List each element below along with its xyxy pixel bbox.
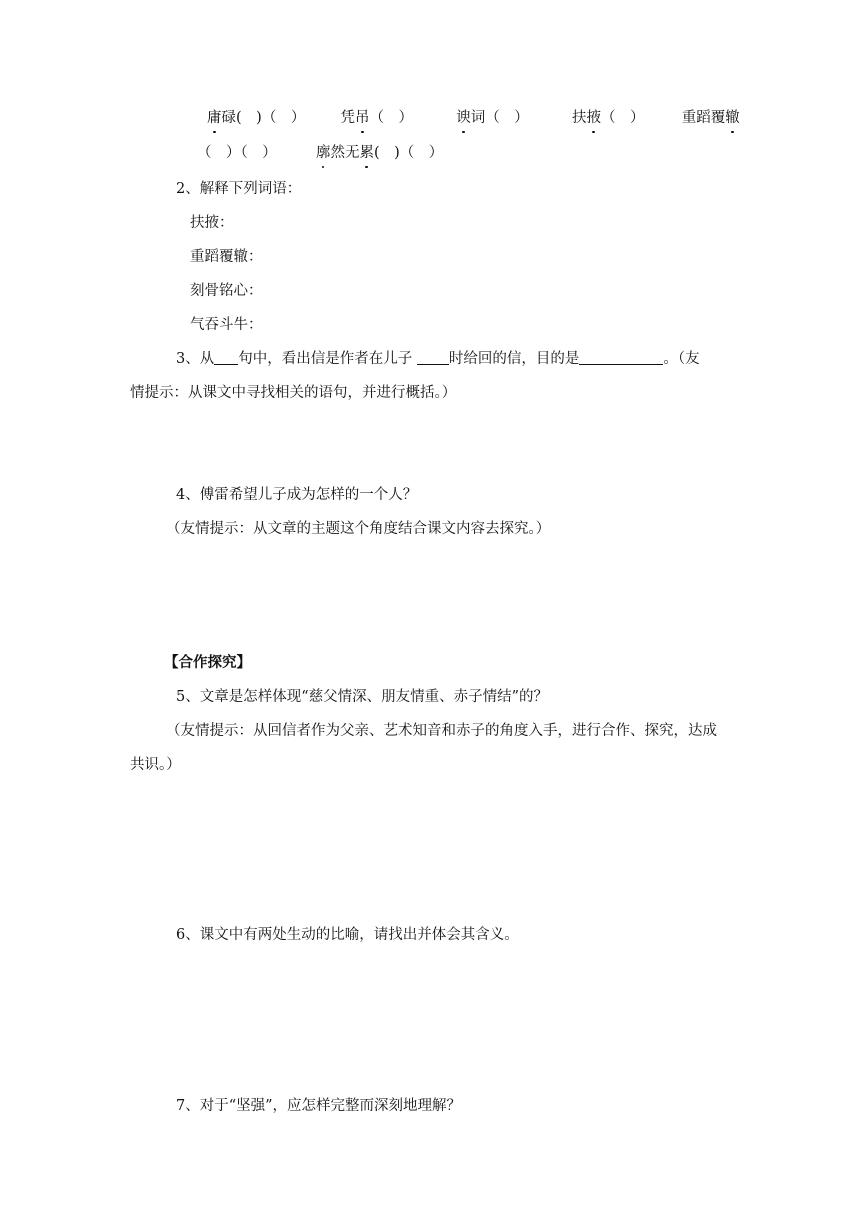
q2-item-kegumingxin: 刻骨铭心： <box>190 283 263 299</box>
q1-row2 <box>197 143 443 163</box>
q2-title: 2、解释下列词语： <box>176 181 302 197</box>
blank-yuci: （ ） <box>485 110 529 126</box>
q7-title: 7、对于“坚强”，应怎样完整而深刻地理解？ <box>176 1098 462 1114</box>
q4-hint: （友情提示：从文章的主题这个角度结合课文内容去探究。） <box>166 521 551 537</box>
q2-item-fuye: 扶掖： <box>190 215 234 231</box>
q5-hint-line2: 共识。） <box>130 757 181 773</box>
blank-pingdiao: （ ） <box>369 110 414 126</box>
q5-hint-line1: （友情提示：从回信者作为父亲、艺术知音和赤子的角度入手，进行合作、探究，达成 <box>166 723 717 739</box>
word-yuci: 谀词 <box>456 110 486 126</box>
word-kuoranwulei: 廓然无累 <box>315 145 374 161</box>
q3-blank-sentence <box>214 349 238 365</box>
word-chongdaofuzhe: 重蹈覆辙 <box>681 110 740 126</box>
q3-blank-when <box>417 349 449 365</box>
q2-item-chongdaofuzhe: 重蹈覆辙： <box>190 249 263 265</box>
word-pingdiao: 凭吊 <box>340 110 370 126</box>
section-title: 【合作探究】 <box>164 654 251 671</box>
blank-kuoranwulei: ( )（ ） <box>373 145 444 161</box>
blank-yonglu: ( )（ ） <box>236 110 306 126</box>
q3-line1: 3、从 句中，看出信是作者在儿子 时给回的信，目的是 。（友 <box>176 351 700 367</box>
blank-fuye: （ ） <box>600 110 645 126</box>
blank-chongdaofuzhe: （ ）（ ） <box>197 145 277 161</box>
q6-title: 6、课文中有两处生动的比喻，请找出并体会其含义。 <box>176 927 519 943</box>
q2-item-qitundouniu: 气吞斗牛： <box>190 317 263 333</box>
q1-row1 <box>207 108 740 128</box>
word-fuye: 扶掖 <box>571 110 601 126</box>
q3-hint: 情提示：从课文中寻找相关的语句，并进行概括。） <box>130 385 457 401</box>
q5-title: 5、文章是怎样体现“慈父情深、朋友情重、赤子情结”的？ <box>176 689 549 705</box>
word-yonglu: 庸碌 <box>207 110 236 126</box>
q3-blank-purpose <box>579 349 663 365</box>
q4-title: 4、傅雷希望儿子成为怎样的一个人？ <box>176 487 418 503</box>
